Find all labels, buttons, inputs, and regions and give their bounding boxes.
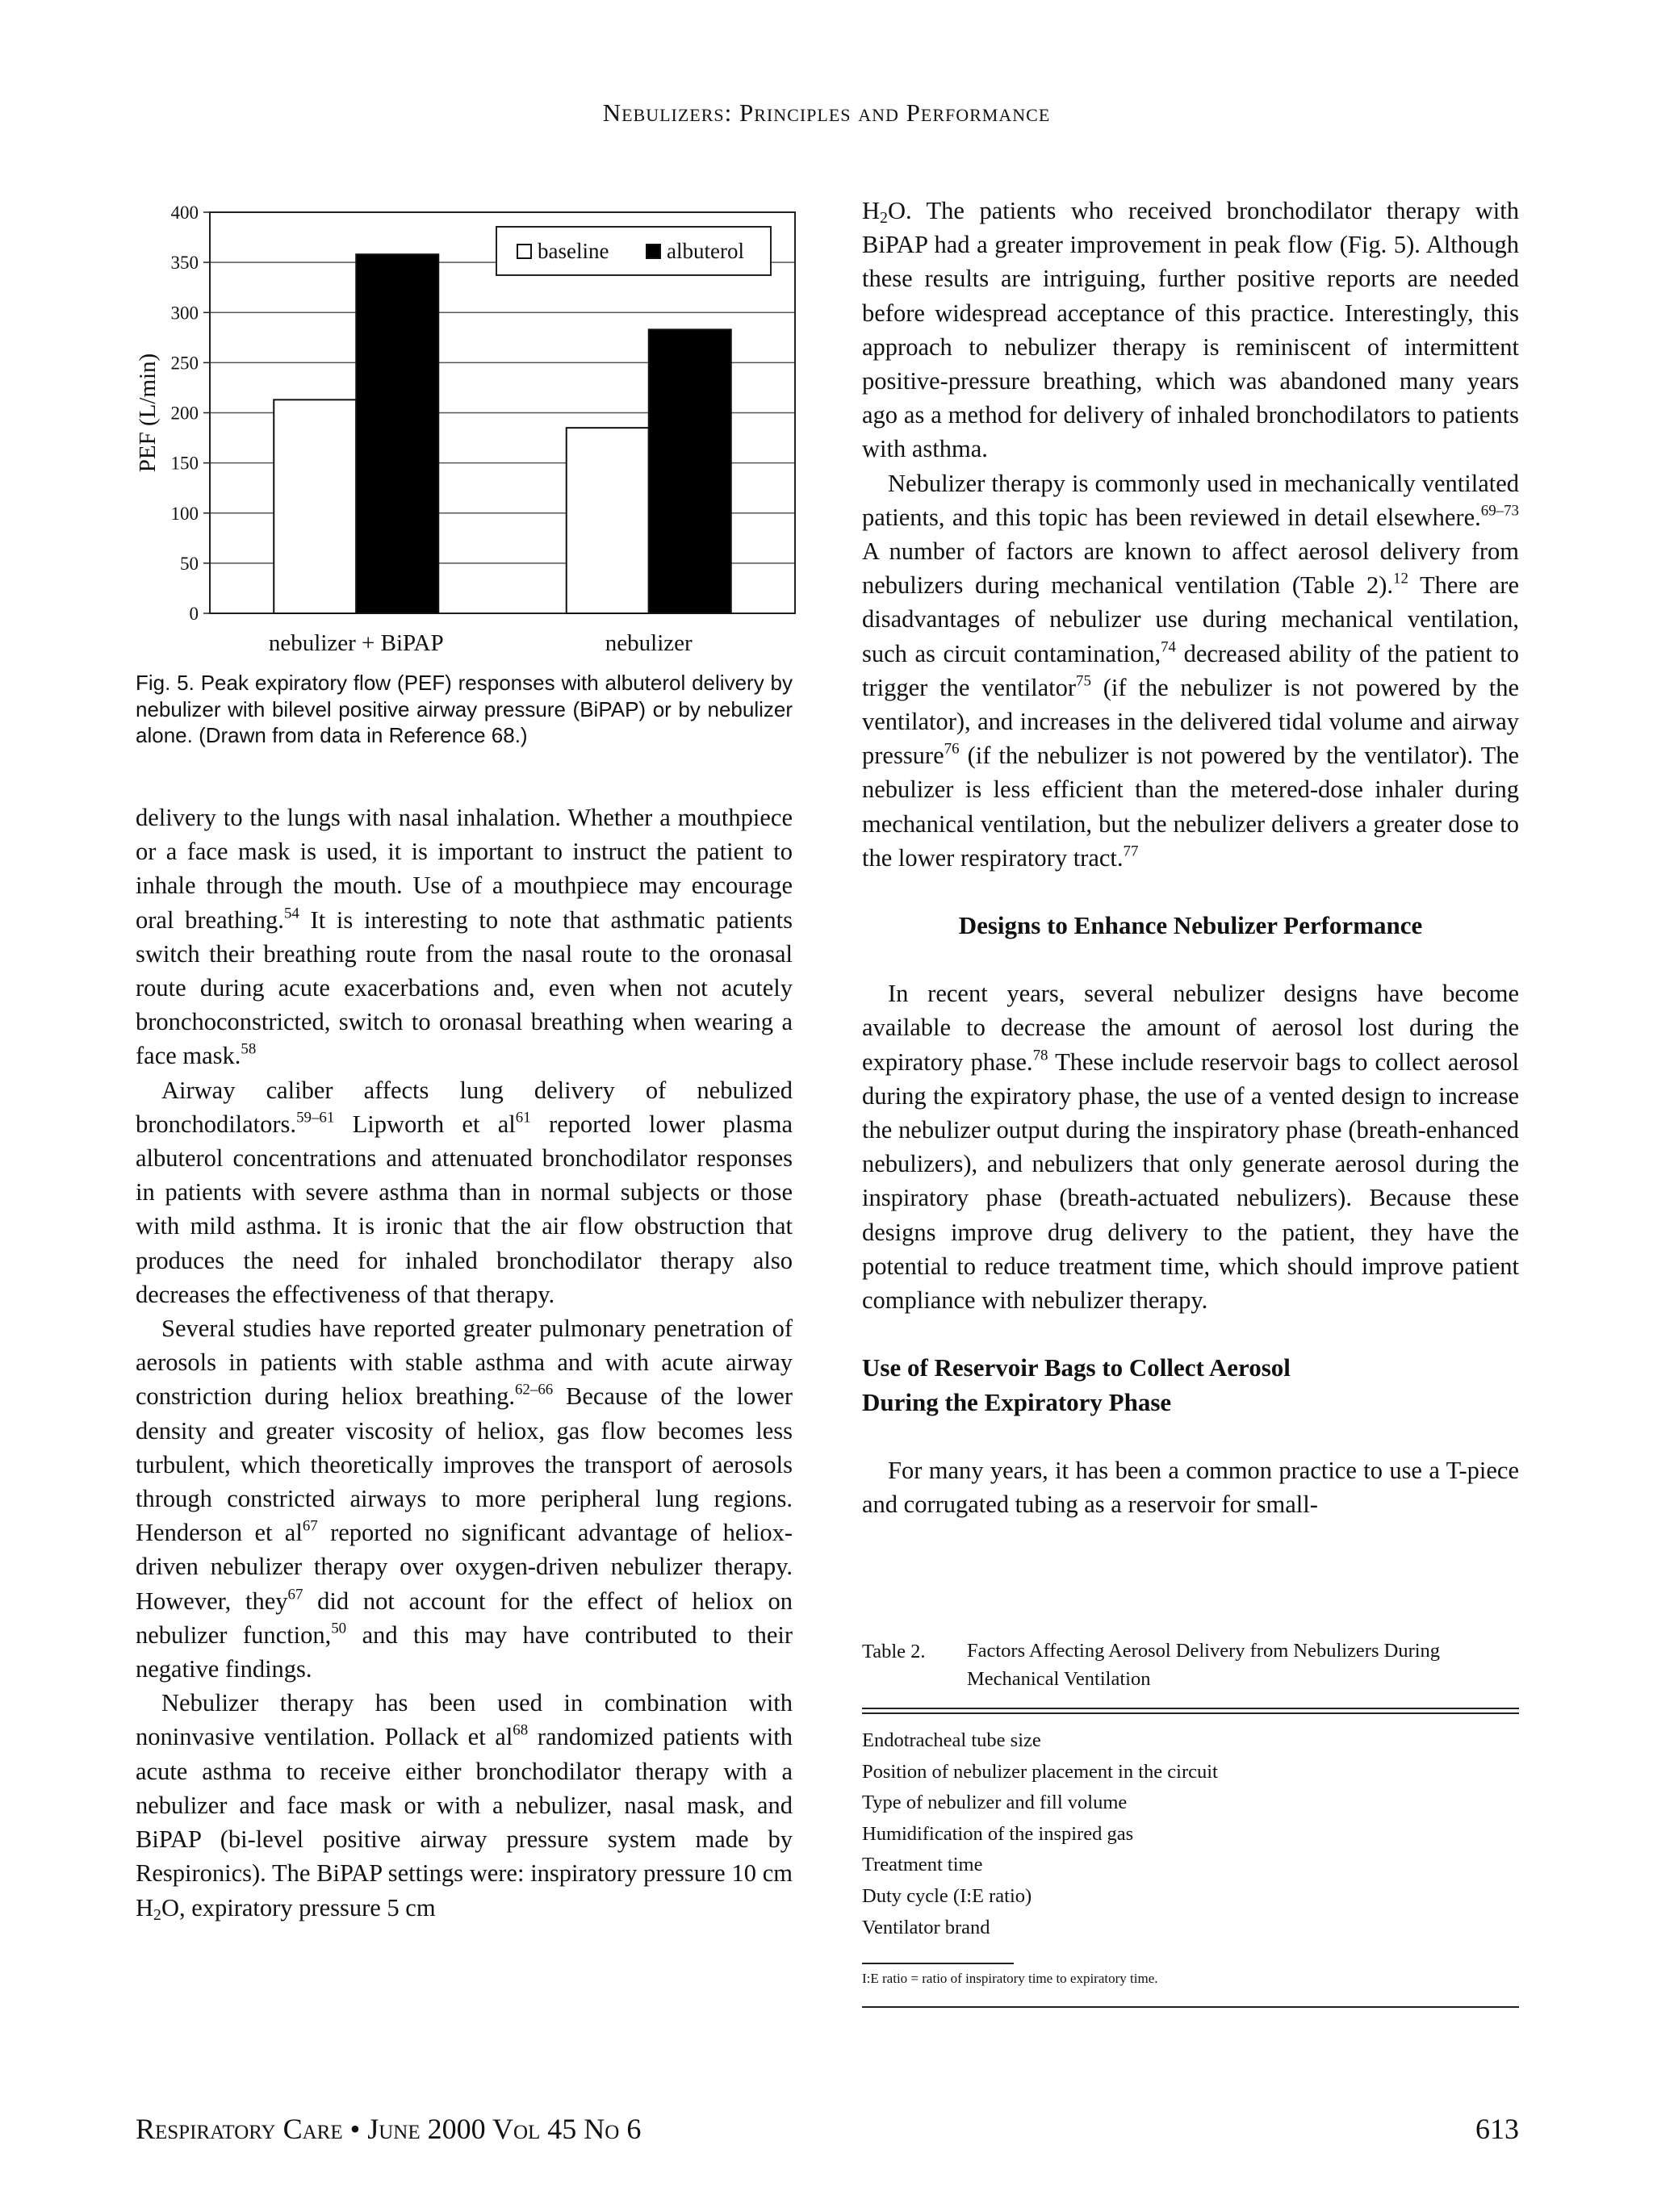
table-number: Table 2. <box>862 1641 926 1662</box>
table-caption: Factors Affecting Aerosol Delivery from Nebulizers During Mechanical Ventilation <box>967 1640 1441 1690</box>
paragraph: Airway caliber affects lung delivery of nebulized bronchodilators.$^{59-61}$ Lipworth et $al^{61}$ reported lower plasma albuterol concentrations and attenuated bronchodilator responses in patients with severe asthma than in normal subjects or those with mild asthma. It is ironic that the air flow obstruction that produces the need for inhaled bronchodilator therapy also decreases the effectiveness of that therapy. <box>136 1076 793 1308</box>
section-heading: Designs to Enhance Nebulizer Performance <box>958 911 1423 940</box>
x-category-label: nebulizer + BiPAP <box>268 630 444 656</box>
table-row: Type of nebulizer and fill volume <box>862 1792 1128 1814</box>
table-footnote: I:E ratio = ratio of inspiratory time to expiratory time. <box>862 1971 1158 1987</box>
legend-label-baseline: baseline <box>538 239 609 263</box>
table-row: Treatment time <box>862 1854 983 1876</box>
paragraph: $H_2O$. The patients who received bronchodilator therapy with BiPAP had a greater improvement in peak flow (Fig. 5). Although these results are intriguing, further positive reports are needed before widespread acceptance of this practice. Interestingly, this approach to nebulizer therapy is reminiscent of intermittent positive-pressure breathing, which was abandoned many years ago as a method for delivery of inhaled bronchodilators to patients with asthma. <box>862 197 1519 463</box>
bar-baseline-0 <box>274 399 356 613</box>
legend-label-albuterol: albuterol <box>667 239 744 263</box>
y-tick-label: 400 <box>170 203 199 223</box>
figure-caption: Fig. 5. Peak expiratory flow (PEF) responses with albuterol delivery by nebulizer with bilevel positive airway pressure (BiPAP) or by nebulizer alone. (Drawn from data in Reference 68.) <box>136 671 793 747</box>
paragraph: Nebulizer therapy is commonly used in mechanically ventilated patients, and this topic has been reviewed in detail elsewhere.$^{69-73}$ A number of factors are known to affect aerosol delivery from nebulizers during mechanical ventilation (Table 2).$^{12}$ There are disadvantages of nebulizer use during mechanical ventilation, such as circuit contamination,$^{74}$ decreased ability of the patient to trigger the ventilator$^{75}$ (if the nebulizer is not powered by the ventilator), and increases in the delivered tidal volume and airway pressure$^{76}$ (if the nebulizer is not powered by the ventilator). The nebulizer is less efficient than the metered-dose inhaler during mechanical ventilation, but the nebulizer delivers a greater dose to the lower respiratory tract.$^{77}$ <box>862 469 1519 872</box>
y-tick-label: 0 <box>189 604 199 624</box>
legend-swatch-albuterol <box>647 245 660 258</box>
y-tick-label: 350 <box>170 253 199 274</box>
legend-swatch-baseline <box>517 245 531 258</box>
paragraph: In recent years, several nebulizer designs have become available to decrease the amount of aerosol lost during the expiratory phase.$^{78}$ These include reservoir bags to collect aerosol during the expiratory phase, the use of a vented design to increase the nebulizer output during the inspiratory phase (breath-enhanced nebulizers), and nebulizers that only generate aerosol during the inspiratory phase (breath-actuated nebulizers). Because these designs improve drug delivery to the patient, they have the potential to reduce treatment time, which should improve patient compliance with nebulizer therapy. <box>862 980 1519 1315</box>
y-tick-label: 200 <box>170 403 199 424</box>
table-top-rule <box>862 1708 1519 1714</box>
table-rows <box>862 1725 1519 1943</box>
y-axis-label: PEF (L/min) <box>135 353 161 473</box>
left-column <box>136 801 793 1925</box>
x-category-label: nebulizer <box>605 630 693 656</box>
table-row: Duty cycle (I:E ratio) <box>862 1884 1032 1907</box>
bar-baseline-1 <box>567 428 649 613</box>
paragraph: Nebulizer therapy has been used in combination with noninvasive ventilation. Pollack et $al^{68}$ randomized patients with acute asthma to receive either bronchodilator therapy with a nebulizer and face mask or with a nebulizer, nasal mask, and BiPAP (bi-level positive airway pressure system made by Respironics). The BiPAP settings were: inspiratory pressure 10 cm $H_2O$, expiratory pressure 5 cm <box>136 1689 793 1924</box>
right-column <box>862 194 1519 1521</box>
footnote-rule <box>862 1963 1014 1964</box>
running-head: Nebulizers: Principles and Performance <box>602 98 1051 127</box>
bar-albuterol-0 <box>356 254 438 613</box>
bar-albuterol-1 <box>649 329 731 613</box>
paragraph: Several studies have reported greater pulmonary penetration of aerosols in patients with stable asthma and with acute airway constriction during heliox breathing.$^{62-66}$ Because of the lower density and greater viscosity of heliox, gas flow becomes less turbulent, which theoretically improves the transport of aerosols through constricted airways to more peripheral lung regions. Henderson et $al^{67}$ reported no significant advantage of heliox-driven nebulizer therapy over oxygen-driven nebulizer therapy. However, they$^{67}$ did not account for the effect of heliox on nebulizer function,$^{50}$ and this may have contributed to their negative findings. <box>136 1315 793 1683</box>
bar-chart <box>129 200 803 668</box>
table-row: Ventilator brand <box>862 1916 990 1938</box>
table-row: Endotracheal tube size <box>862 1729 1041 1751</box>
table-title <box>862 1637 1519 1693</box>
paragraph: For many years, it has been a common practice to use a T-piece and corrugated tubing as a reservoir for small- <box>862 1456 1519 1518</box>
y-tick-label: 300 <box>170 303 199 324</box>
table-2 <box>862 1637 1519 2008</box>
y-tick-label: 150 <box>170 453 199 474</box>
table-row: Humidification of the inspired gas <box>862 1822 1134 1845</box>
paragraph: delivery to the lungs with nasal inhalation. Whether a mouthpiece or a face mask is used, it is important to instruct the patient to inhale through the mouth. Use of a mouthpiece may encourage oral breathing.$^{54}$ It is interesting to note that asthmatic patients switch their breathing route from the nasal route to the oronasal route during acute exacerbations and, even when not acutely bronchoconstricted, switch to oronasal breathing when wearing a face mask.$^{58}$ <box>136 804 793 1070</box>
y-tick-label: 100 <box>170 503 199 524</box>
table-bottom-rule <box>862 2006 1519 2008</box>
subsection-heading: Use of Reservoir Bags to Collect Aerosol During the Expiratory Phase <box>862 1353 1291 1416</box>
page-number: 613 <box>1475 2113 1519 2145</box>
y-tick-label: 250 <box>170 353 199 374</box>
journal-footer: Respiratory Care • June 2000 Vol 45 No 6 <box>136 2113 642 2145</box>
table-row: Position of nebulizer placement in the circuit <box>862 1760 1218 1783</box>
figure-5 <box>129 200 803 676</box>
y-tick-label: 50 <box>180 553 199 574</box>
